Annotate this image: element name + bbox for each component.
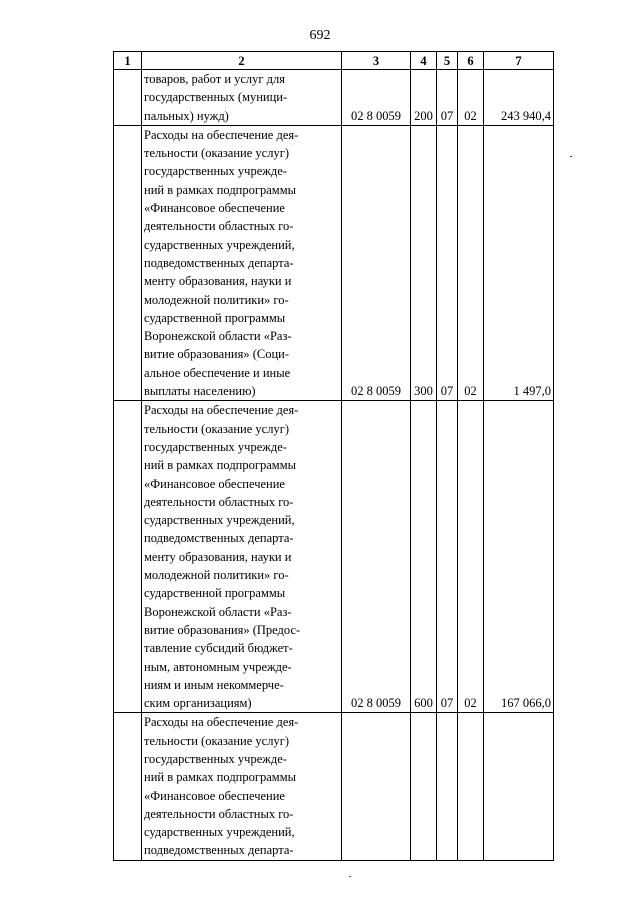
subsection-cell: 02 [458,70,484,126]
description-cell: Расходы на обеспечение дея- тельности (оказание услуг) государственных учрежде- ний в рамках подпрограммы «Финансовое обеспечение деятельности областных го- сударственных учреждений, подведомственных департа- менту образования, науки и молодежной политики» го- сударственной программы Воронежской области «Раз- витие образования» (Предос- тавление субсидий бюджет- ным, автономным учрежде- ниям и иным некоммерче- ским организациям) [142,401,342,713]
section-cell: 07 [437,401,458,713]
amount-cell: 243 940,4 [484,70,554,126]
table-row [114,125,554,400]
section-cell [437,713,458,860]
amount-cell: 1 497,0 [484,125,554,400]
scan-speck [570,156,572,157]
expense-type-cell: 300 [411,125,437,400]
target-code-cell: 02 8 0059 [342,125,411,400]
table-row [114,401,554,713]
row-number-cell [114,125,142,400]
header-col-1: 1 [114,52,142,70]
header-col-3: 3 [342,52,411,70]
subsection-cell [458,713,484,860]
table-header-row [114,52,554,70]
description-cell: товаров, работ и услуг для государственных (муници- пальных) нужд) [142,70,342,126]
header-col-6: 6 [458,52,484,70]
table-row [114,713,554,860]
table-row [114,70,554,126]
description-cell: Расходы на обеспечение дея- тельности (оказание услуг) государственных учрежде- ний в рамках подпрограммы «Финансовое обеспечение деятельности областных го- сударственных учреждений, подведомственных департа- [142,713,342,860]
row-number-cell [114,713,142,860]
expense-type-cell: 600 [411,401,437,713]
scan-speck [349,876,351,877]
row-number-cell [114,401,142,713]
header-col-7: 7 [484,52,554,70]
subsection-cell: 02 [458,125,484,400]
page-number: 692 [309,28,331,43]
target-code-cell: 02 8 0059 [342,401,411,713]
target-code-cell: 02 8 0059 [342,70,411,126]
target-code-cell [342,713,411,860]
section-cell: 07 [437,125,458,400]
expense-type-cell: 200 [411,70,437,126]
description-cell: Расходы на обеспечение дея- тельности (оказание услуг) государственных учрежде- ний в рамках подпрограммы «Финансовое обеспечение деятельности областных го- сударственных учреждений, подведомственных департа- менту образования, науки и молодежной политики» го- сударственной программы Воронежской области «Раз- витие образования» (Соци- альное обеспечение и иные выплаты населению) [142,125,342,400]
amount-cell [484,713,554,860]
header-col-5: 5 [437,52,458,70]
expense-type-cell [411,713,437,860]
header-col-2: 2 [142,52,342,70]
header-col-4: 4 [411,52,437,70]
amount-cell: 167 066,0 [484,401,554,713]
section-cell: 07 [437,70,458,126]
budget-table [113,51,554,861]
subsection-cell: 02 [458,401,484,713]
row-number-cell [114,70,142,126]
